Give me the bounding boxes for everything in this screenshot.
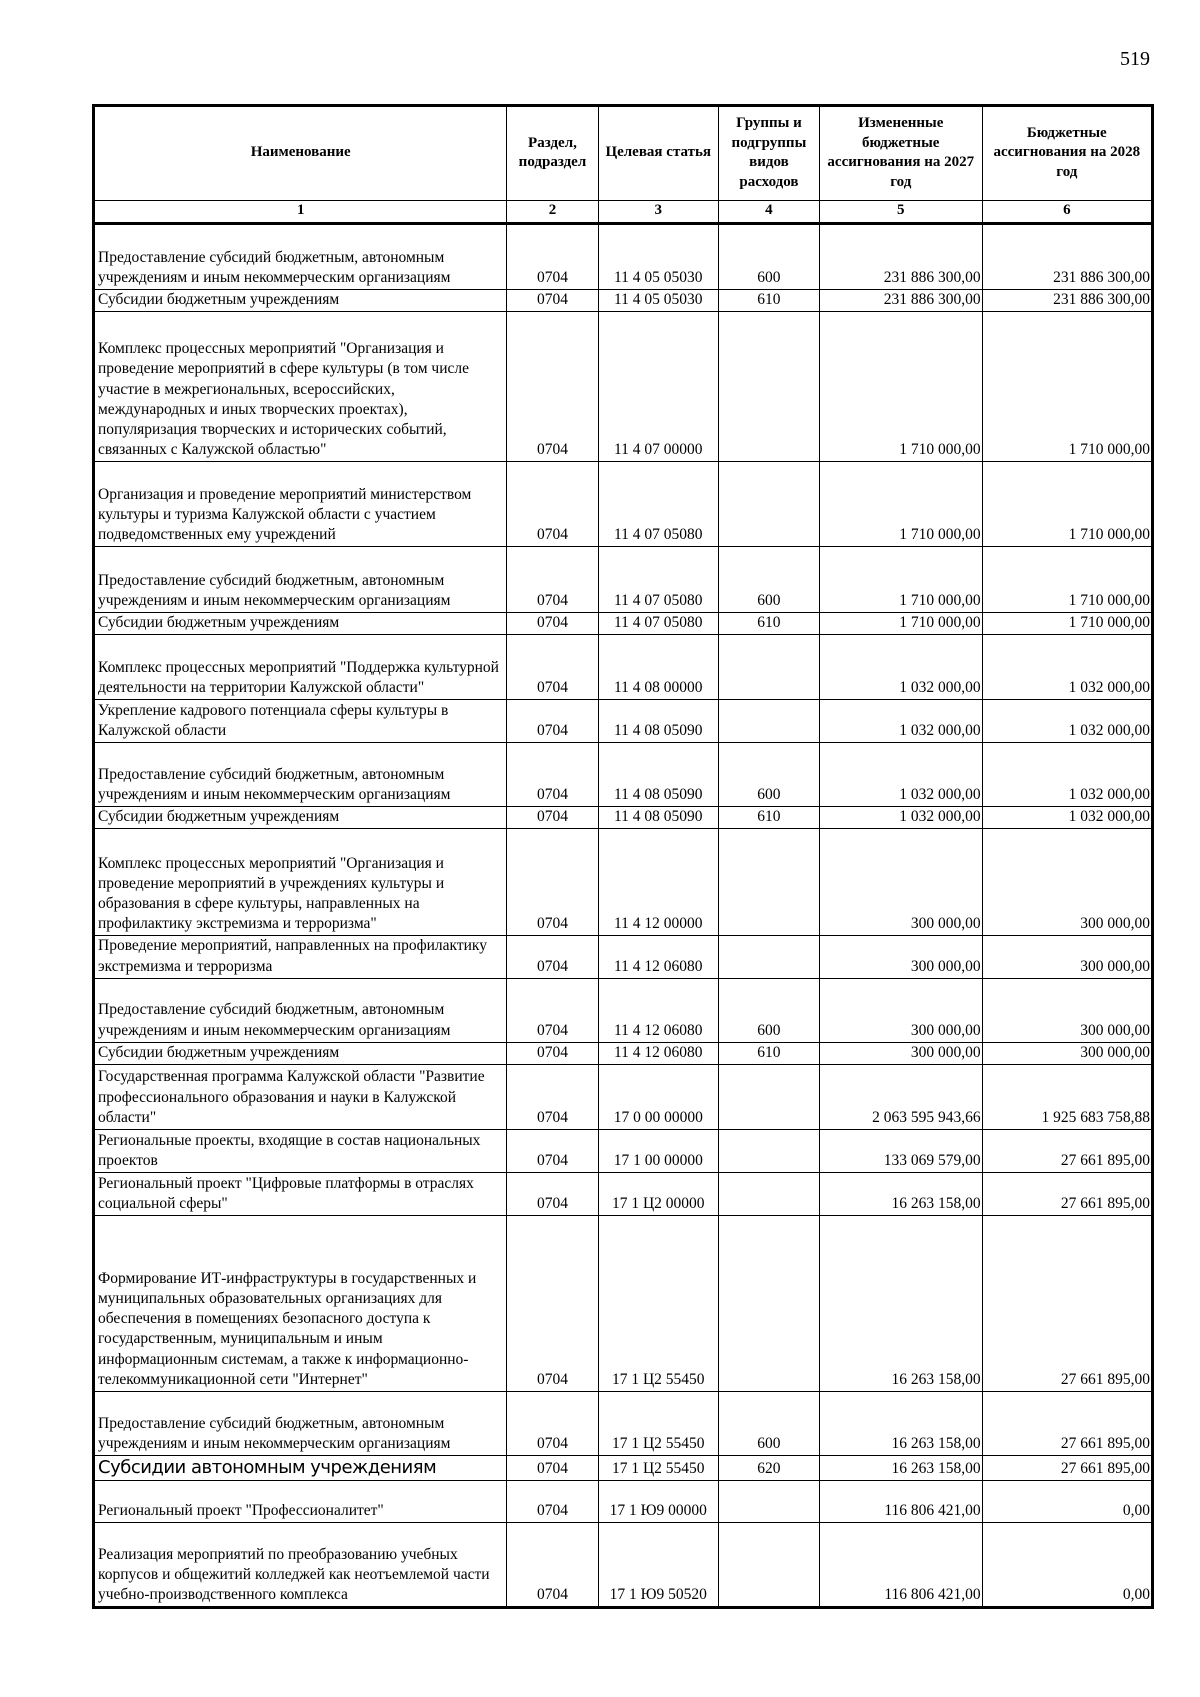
row-amount-2027: 1 710 000,00 [819, 547, 982, 613]
row-amount-2028: 27 661 895,00 [982, 1215, 1152, 1391]
row-amount-2027: 1 710 000,00 [819, 613, 982, 635]
table-row [94, 613, 1153, 635]
row-group [718, 700, 819, 743]
row-amount-2028: 300 000,00 [982, 829, 1152, 936]
row-target: 17 0 00 00000 [598, 1064, 718, 1129]
row-group: 610 [718, 1042, 819, 1064]
column-number-row [94, 201, 1153, 224]
row-section: 0704 [507, 547, 598, 613]
row-section: 0704 [507, 807, 598, 829]
row-amount-2028: 1 925 683 758,88 [982, 1064, 1152, 1129]
row-amount-2028: 27 661 895,00 [982, 1172, 1152, 1215]
row-name: Субсидии бюджетным учреждениям [94, 290, 507, 312]
row-section: 0704 [507, 312, 598, 462]
row-amount-2027: 300 000,00 [819, 1042, 982, 1064]
column-number: 4 [718, 201, 819, 224]
table-row [94, 743, 1153, 807]
row-amount-2028: 231 886 300,00 [982, 224, 1152, 290]
row-target: 17 1 Ц2 55450 [598, 1391, 718, 1455]
header-section: Раздел, подраздел [507, 106, 598, 201]
row-group [718, 1215, 819, 1391]
row-target: 17 1 Ю9 00000 [598, 1481, 718, 1523]
row-section: 0704 [507, 1455, 598, 1480]
page-number: 519 [1120, 48, 1150, 70]
row-target: 17 1 Ц2 55450 [598, 1215, 718, 1391]
row-target: 11 4 12 06080 [598, 936, 718, 978]
row-amount-2028: 231 886 300,00 [982, 290, 1152, 312]
row-target: 17 1 Ю9 50520 [598, 1523, 718, 1608]
row-section: 0704 [507, 1481, 598, 1523]
row-section: 0704 [507, 1129, 598, 1172]
row-target: 11 4 05 05030 [598, 290, 718, 312]
row-group [718, 829, 819, 936]
row-group [718, 936, 819, 978]
row-target: 11 4 05 05030 [598, 224, 718, 290]
row-group [718, 1064, 819, 1129]
table-row [94, 1042, 1153, 1064]
row-amount-2028: 1 710 000,00 [982, 312, 1152, 462]
table-row [94, 1129, 1153, 1172]
row-amount-2027: 300 000,00 [819, 936, 982, 978]
row-target: 17 1 00 00000 [598, 1129, 718, 1172]
row-group: 610 [718, 613, 819, 635]
row-section: 0704 [507, 1523, 598, 1608]
row-group: 600 [718, 978, 819, 1042]
row-group: 600 [718, 224, 819, 290]
column-number: 6 [982, 201, 1152, 224]
row-group: 610 [718, 807, 819, 829]
row-amount-2027: 16 263 158,00 [819, 1215, 982, 1391]
row-group: 610 [718, 290, 819, 312]
header-amount-2027: Измененные бюджетные ассигнования на 2027 год [819, 106, 982, 201]
table-row [94, 700, 1153, 743]
row-amount-2027: 300 000,00 [819, 829, 982, 936]
row-group [718, 312, 819, 462]
row-target: 11 4 12 06080 [598, 1042, 718, 1064]
row-target: 11 4 08 05090 [598, 743, 718, 807]
row-section: 0704 [507, 613, 598, 635]
row-amount-2028: 300 000,00 [982, 978, 1152, 1042]
row-amount-2028: 1 710 000,00 [982, 462, 1152, 547]
row-name: Предоставление субсидий бюджетным, автономным учреждениям и иным некоммерческим организациям [94, 224, 507, 290]
row-name: Предоставление субсидий бюджетным, автономным учреждениям и иным некоммерческим организациям [94, 743, 507, 807]
table-row [94, 1455, 1153, 1480]
row-amount-2027: 1 032 000,00 [819, 743, 982, 807]
row-name: Предоставление субсидий бюджетным, автономным учреждениям и иным некоммерческим организациям [94, 1391, 507, 1455]
row-name: Комплекс процессных мероприятий "Организация и проведение мероприятий в сфере культуры (в том числе участие в межрегиональных, всероссийских, международных и иных творческих проектах), популяризация творческих и исторических событий, связанных с Калужской областью" [94, 312, 507, 462]
column-number: 3 [598, 201, 718, 224]
row-name: Реализация мероприятий по преобразованию учебных корпусов и общежитий колледжей как неотъемлемой части учебно-производственного комплекса [94, 1523, 507, 1608]
table-row [94, 829, 1153, 936]
row-section: 0704 [507, 1064, 598, 1129]
row-amount-2028: 0,00 [982, 1523, 1152, 1608]
row-name: Субсидии бюджетным учреждениям [94, 807, 507, 829]
row-name: Предоставление субсидий бюджетным, автономным учреждениям и иным некоммерческим организациям [94, 547, 507, 613]
table-row [94, 936, 1153, 978]
table-row [94, 462, 1153, 547]
row-group [718, 1172, 819, 1215]
table-row [94, 547, 1153, 613]
row-name: Региональный проект "Профессионалитет" [94, 1481, 507, 1523]
row-amount-2027: 16 263 158,00 [819, 1172, 982, 1215]
table-row [94, 635, 1153, 700]
header-target: Целевая статья [598, 106, 718, 201]
row-section: 0704 [507, 290, 598, 312]
row-name: Государственная программа Калужской области "Развитие профессионального образования и науки в Калужской области" [94, 1064, 507, 1129]
row-group [718, 462, 819, 547]
budget-table [92, 104, 1154, 1609]
column-number: 2 [507, 201, 598, 224]
row-amount-2027: 116 806 421,00 [819, 1523, 982, 1608]
table-row [94, 1215, 1153, 1391]
row-name: Комплекс процессных мероприятий "Поддержка культурной деятельности на территории Калужской области" [94, 635, 507, 700]
row-section: 0704 [507, 1391, 598, 1455]
row-name: Региональный проект "Цифровые платформы в отраслях социальной сферы" [94, 1172, 507, 1215]
row-section: 0704 [507, 635, 598, 700]
row-name: Формирование ИТ-инфраструктуры в государственных и муниципальных образовательных организациях для обеспечения в помещениях безопасного доступа к государственным, муниципальным и иным информационным системам, а также к информационно-телекоммуникационной сети "Интернет" [94, 1215, 507, 1391]
row-amount-2028: 1 032 000,00 [982, 635, 1152, 700]
row-group: 600 [718, 547, 819, 613]
row-amount-2027: 231 886 300,00 [819, 290, 982, 312]
row-section: 0704 [507, 1215, 598, 1391]
row-section: 0704 [507, 1172, 598, 1215]
row-target: 17 1 Ц2 00000 [598, 1172, 718, 1215]
row-amount-2028: 1 710 000,00 [982, 613, 1152, 635]
row-target: 11 4 07 05080 [598, 462, 718, 547]
row-name: Проведение мероприятий, направленных на профилактику экстремизма и терроризма [94, 936, 507, 978]
table-row [94, 312, 1153, 462]
row-name: Субсидии автономным учреждениям [94, 1455, 507, 1480]
row-amount-2027: 116 806 421,00 [819, 1481, 982, 1523]
table-header-row [94, 106, 1153, 201]
row-amount-2027: 16 263 158,00 [819, 1455, 982, 1480]
row-amount-2028: 1 710 000,00 [982, 547, 1152, 613]
row-amount-2027: 1 710 000,00 [819, 312, 982, 462]
row-group [718, 1523, 819, 1608]
table-row [94, 290, 1153, 312]
row-amount-2028: 1 032 000,00 [982, 807, 1152, 829]
row-group: 600 [718, 743, 819, 807]
row-target: 11 4 08 05090 [598, 807, 718, 829]
table-row [94, 807, 1153, 829]
table-row [94, 1481, 1153, 1523]
row-amount-2028: 300 000,00 [982, 936, 1152, 978]
row-amount-2027: 1 710 000,00 [819, 462, 982, 547]
row-target: 11 4 12 06080 [598, 978, 718, 1042]
row-amount-2027: 300 000,00 [819, 978, 982, 1042]
row-target: 11 4 07 05080 [598, 547, 718, 613]
row-section: 0704 [507, 462, 598, 547]
row-group [718, 635, 819, 700]
row-section: 0704 [507, 978, 598, 1042]
row-target: 17 1 Ц2 55450 [598, 1455, 718, 1480]
table-row [94, 978, 1153, 1042]
row-section: 0704 [507, 829, 598, 936]
table-row [94, 1523, 1153, 1608]
row-name: Субсидии бюджетным учреждениям [94, 1042, 507, 1064]
row-target: 11 4 08 05090 [598, 700, 718, 743]
row-section: 0704 [507, 936, 598, 978]
row-target: 11 4 07 05080 [598, 613, 718, 635]
row-amount-2027: 2 063 595 943,66 [819, 1064, 982, 1129]
row-group [718, 1481, 819, 1523]
row-amount-2028: 27 661 895,00 [982, 1129, 1152, 1172]
row-group [718, 1129, 819, 1172]
row-amount-2027: 231 886 300,00 [819, 224, 982, 290]
row-name: Региональные проекты, входящие в состав национальных проектов [94, 1129, 507, 1172]
row-target: 11 4 12 00000 [598, 829, 718, 936]
table-row [94, 1391, 1153, 1455]
row-name: Организация и проведение мероприятий министерством культуры и туризма Калужской области с участием подведомственных ему учреждений [94, 462, 507, 547]
table-row [94, 1064, 1153, 1129]
table-row [94, 224, 1153, 290]
header-groups: Группы и подгруппы видов расходов [718, 106, 819, 201]
row-group: 600 [718, 1391, 819, 1455]
row-section: 0704 [507, 700, 598, 743]
table-row [94, 1172, 1153, 1215]
row-section: 0704 [507, 1042, 598, 1064]
row-target: 11 4 07 00000 [598, 312, 718, 462]
row-amount-2028: 300 000,00 [982, 1042, 1152, 1064]
row-group: 620 [718, 1455, 819, 1480]
row-amount-2027: 133 069 579,00 [819, 1129, 982, 1172]
row-target: 11 4 08 00000 [598, 635, 718, 700]
row-amount-2027: 16 263 158,00 [819, 1391, 982, 1455]
row-amount-2027: 1 032 000,00 [819, 807, 982, 829]
row-name: Предоставление субсидий бюджетным, автономным учреждениям и иным некоммерческим организациям [94, 978, 507, 1042]
row-name: Укрепление кадрового потенциала сферы культуры в Калужской области [94, 700, 507, 743]
row-amount-2027: 1 032 000,00 [819, 635, 982, 700]
row-section: 0704 [507, 743, 598, 807]
row-name: Комплекс процессных мероприятий "Организация и проведение мероприятий в учреждениях культуры и образования в сфере культуры, направленных на профилактику экстремизма и терроризма" [94, 829, 507, 936]
column-number: 1 [94, 201, 507, 224]
row-amount-2028: 1 032 000,00 [982, 743, 1152, 807]
row-amount-2027: 1 032 000,00 [819, 700, 982, 743]
row-amount-2028: 27 661 895,00 [982, 1391, 1152, 1455]
row-section: 0704 [507, 224, 598, 290]
row-amount-2028: 27 661 895,00 [982, 1455, 1152, 1480]
header-amount-2028: Бюджетные ассигнования на 2028 год [982, 106, 1152, 201]
column-number: 5 [819, 201, 982, 224]
row-amount-2028: 0,00 [982, 1481, 1152, 1523]
row-amount-2028: 1 032 000,00 [982, 700, 1152, 743]
row-name: Субсидии бюджетным учреждениям [94, 613, 507, 635]
header-name: Наименование [94, 106, 507, 201]
